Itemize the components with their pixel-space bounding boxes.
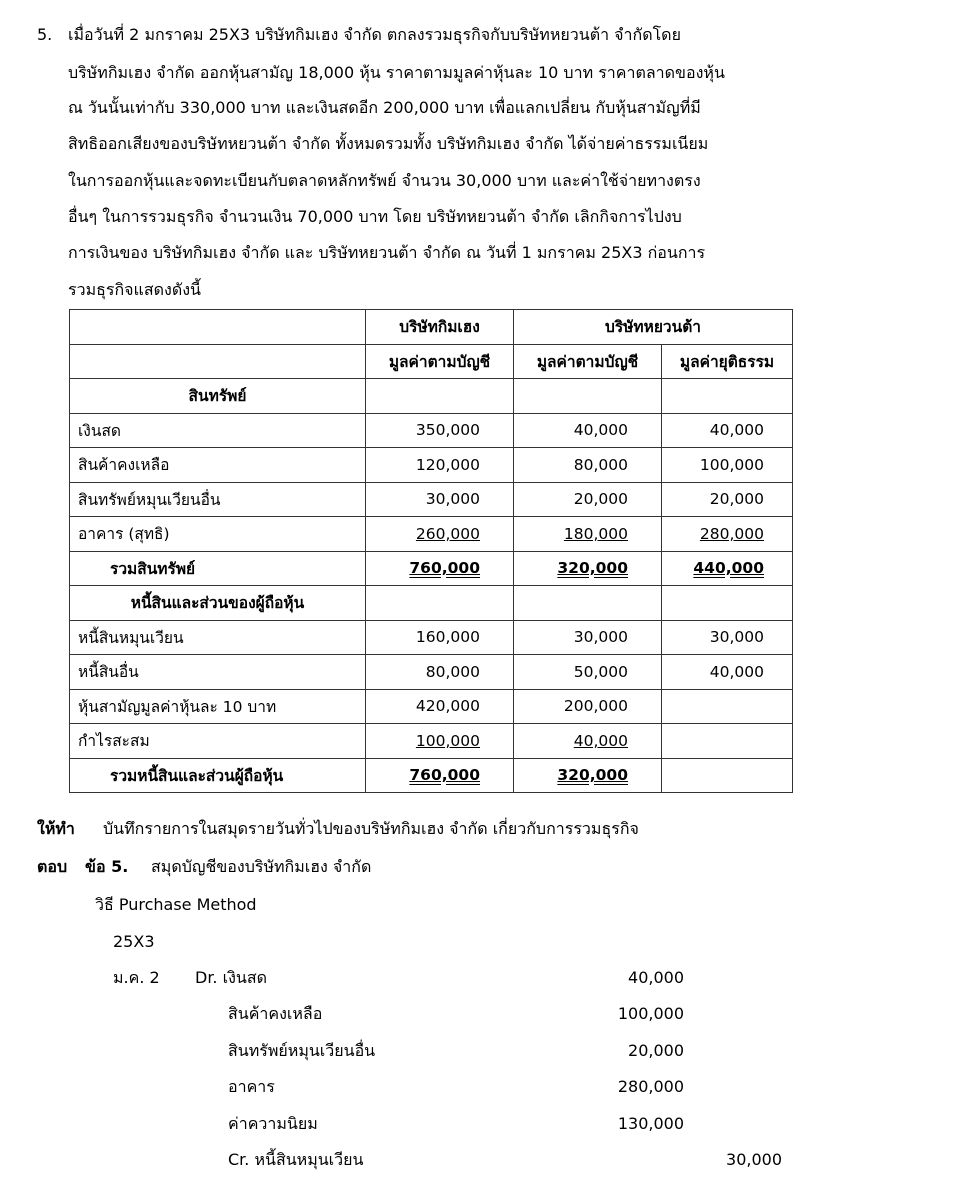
question-line: ณ วันนั้นเท่ากับ 330,000 บาท และเงินสดอีก 200,000 บาท เพื่อแลกเปลี่ยน กับหุ้นสามัญที่มี [68,98,701,117]
journal-account: Dr. เงินสด [195,968,267,987]
journal-account: สินทรัพย์หมุนเวียนอื่น [228,1041,376,1060]
company-b-header: บริษัทหยวนต้า [514,310,793,345]
cell-b: 320,000 [557,559,628,578]
journal-debit: 280,000 [617,1077,684,1096]
question-line: รวมธุรกิจแสดงดังนี้ [68,280,201,299]
cell-a: 420,000 [366,689,514,724]
table-row [70,448,793,483]
row-label: หุ้นสามัญมูลค่าหุ้นละ 10 บาท [70,689,366,724]
cell-b: 40,000 [573,731,628,750]
journal-debit: 40,000 [628,968,684,987]
cell-c: 100,000 [662,448,793,483]
section-liabilities: หนี้สินและส่วนของผู้ถือหุ้น [70,586,366,621]
question-line: เมื่อวันที่ 2 มกราคม 25X3 บริษัทกิมเฮง จำกัด ตกลงรวมธุรกิจกับบริษัทหยวนต้า จำกัดโดย [68,25,681,44]
total-liabilities-label: รวมหนี้สินและส่วนผู้ถือหุ้น [70,758,366,793]
question-line: การเงินของ บริษัทกิมเฮง จำกัด และ บริษัทหยวนต้า จำกัด ณ วันที่ 1 มกราคม 25X3 ก่อนการ [68,243,706,262]
table-subheader-row [70,344,793,379]
table-row [70,724,793,759]
answer-label: ตอบ [37,857,68,876]
book-value-header: มูลค่าตามบัญชี [366,344,514,379]
cell-a: 80,000 [366,655,514,690]
question-line: บริษัทกิมเฮง จำกัด ออกหุ้นสามัญ 18,000 หุ้น ราคาตามมูลค่าหุ้นละ 10 บาท ราคาตลาดของหุ้น [68,63,725,82]
answer-item: ข้อ 5. [85,857,129,876]
cell-c [662,724,793,759]
section-row [70,379,793,414]
balance-sheet-table [69,309,793,793]
question-number: 5. [37,25,53,44]
answer-title: สมุดบัญชีของบริษัทกิมเฮง จำกัด [151,857,372,876]
cell-b: 30,000 [514,620,662,655]
fair-value-header: มูลค่ายุติธรรม [662,344,793,379]
cell-b: 20,000 [514,482,662,517]
table-row [70,482,793,517]
cell-b: 40,000 [514,413,662,448]
journal-credit: 30,000 [726,1150,782,1169]
journal-debit: 100,000 [617,1004,684,1023]
row-label: สินทรัพย์หมุนเวียนอื่น [70,482,366,517]
question-line: อื่นๆ ในการรวมธุรกิจ จำนวนเงิน 70,000 บาท โดย บริษัทหยวนต้า จำกัด เลิกกิจการไปงบ [68,207,682,226]
journal-account: สินค้าคงเหลือ [228,1004,323,1023]
cell-c [662,689,793,724]
cell-b: 80,000 [514,448,662,483]
journal-year: 25X3 [113,932,155,951]
journal-account: Cr. หนี้สินหมุนเวียน [228,1150,364,1169]
cell-a: 160,000 [366,620,514,655]
instruction-text: บันทึกรายการในสมุดรายวันทั่วไปของบริษัทกิมเฮง จำกัด เกี่ยวกับการรวมธุรกิจ [103,819,639,838]
cell-a: 350,000 [366,413,514,448]
cell-a: 120,000 [366,448,514,483]
table-row [70,620,793,655]
instruction-label: ให้ทำ [37,819,75,838]
cell-c: 280,000 [699,524,764,543]
table-header-row [70,310,793,345]
cell-a: 100,000 [415,731,480,750]
total-row [70,551,793,586]
row-label: อาคาร (สุทธิ) [70,517,366,552]
empty-cell [70,344,366,379]
cell-c [662,758,793,793]
cell-c: 40,000 [662,413,793,448]
journal-debit: 20,000 [628,1041,684,1060]
cell-b: 200,000 [514,689,662,724]
journal-account: ค่าความนิยม [228,1114,318,1133]
journal-debit: 130,000 [617,1114,684,1133]
question-line: สิทธิออกเสียงของบริษัทหยวนต้า จำกัด ทั้งหมดรวมทั้ง บริษัทกิมเฮง จำกัด ได้จ่ายค่าธรรมเนียม [68,134,709,153]
table-row [70,689,793,724]
question-line: ในการออกหุ้นและจดทะเบียนกับตลาดหลักทรัพย์ จำนวน 30,000 บาท และค่าใช้จ่ายทางตรง [68,171,701,190]
empty-cell [70,310,366,345]
cell-c: 40,000 [662,655,793,690]
company-a-header: บริษัทกิมเฮง [366,310,514,345]
row-label: หนี้สินหมุนเวียน [70,620,366,655]
row-label: กำไรสะสม [70,724,366,759]
row-label: หนี้สินอื่น [70,655,366,690]
book-value-header: มูลค่าตามบัญชี [514,344,662,379]
cell-a: 260,000 [415,524,480,543]
table-row [70,655,793,690]
cell-a: 760,000 [409,766,480,785]
row-label: เงินสด [70,413,366,448]
journal-account: อาคาร [228,1077,275,1096]
cell-a: 760,000 [409,559,480,578]
cell-c: 20,000 [662,482,793,517]
journal-date: ม.ค. 2 [113,968,160,987]
cell-b: 180,000 [563,524,628,543]
cell-c: 440,000 [693,559,764,578]
cell-c: 30,000 [662,620,793,655]
section-row [70,586,793,621]
total-row [70,758,793,793]
cell-b: 320,000 [557,766,628,785]
table-row [70,517,793,552]
cell-b: 50,000 [514,655,662,690]
row-label: สินค้าคงเหลือ [70,448,366,483]
method-label: วิธี Purchase Method [95,895,257,914]
section-assets: สินทรัพย์ [70,379,366,414]
total-assets-label: รวมสินทรัพย์ [70,551,366,586]
cell-a: 30,000 [366,482,514,517]
table-row [70,413,793,448]
